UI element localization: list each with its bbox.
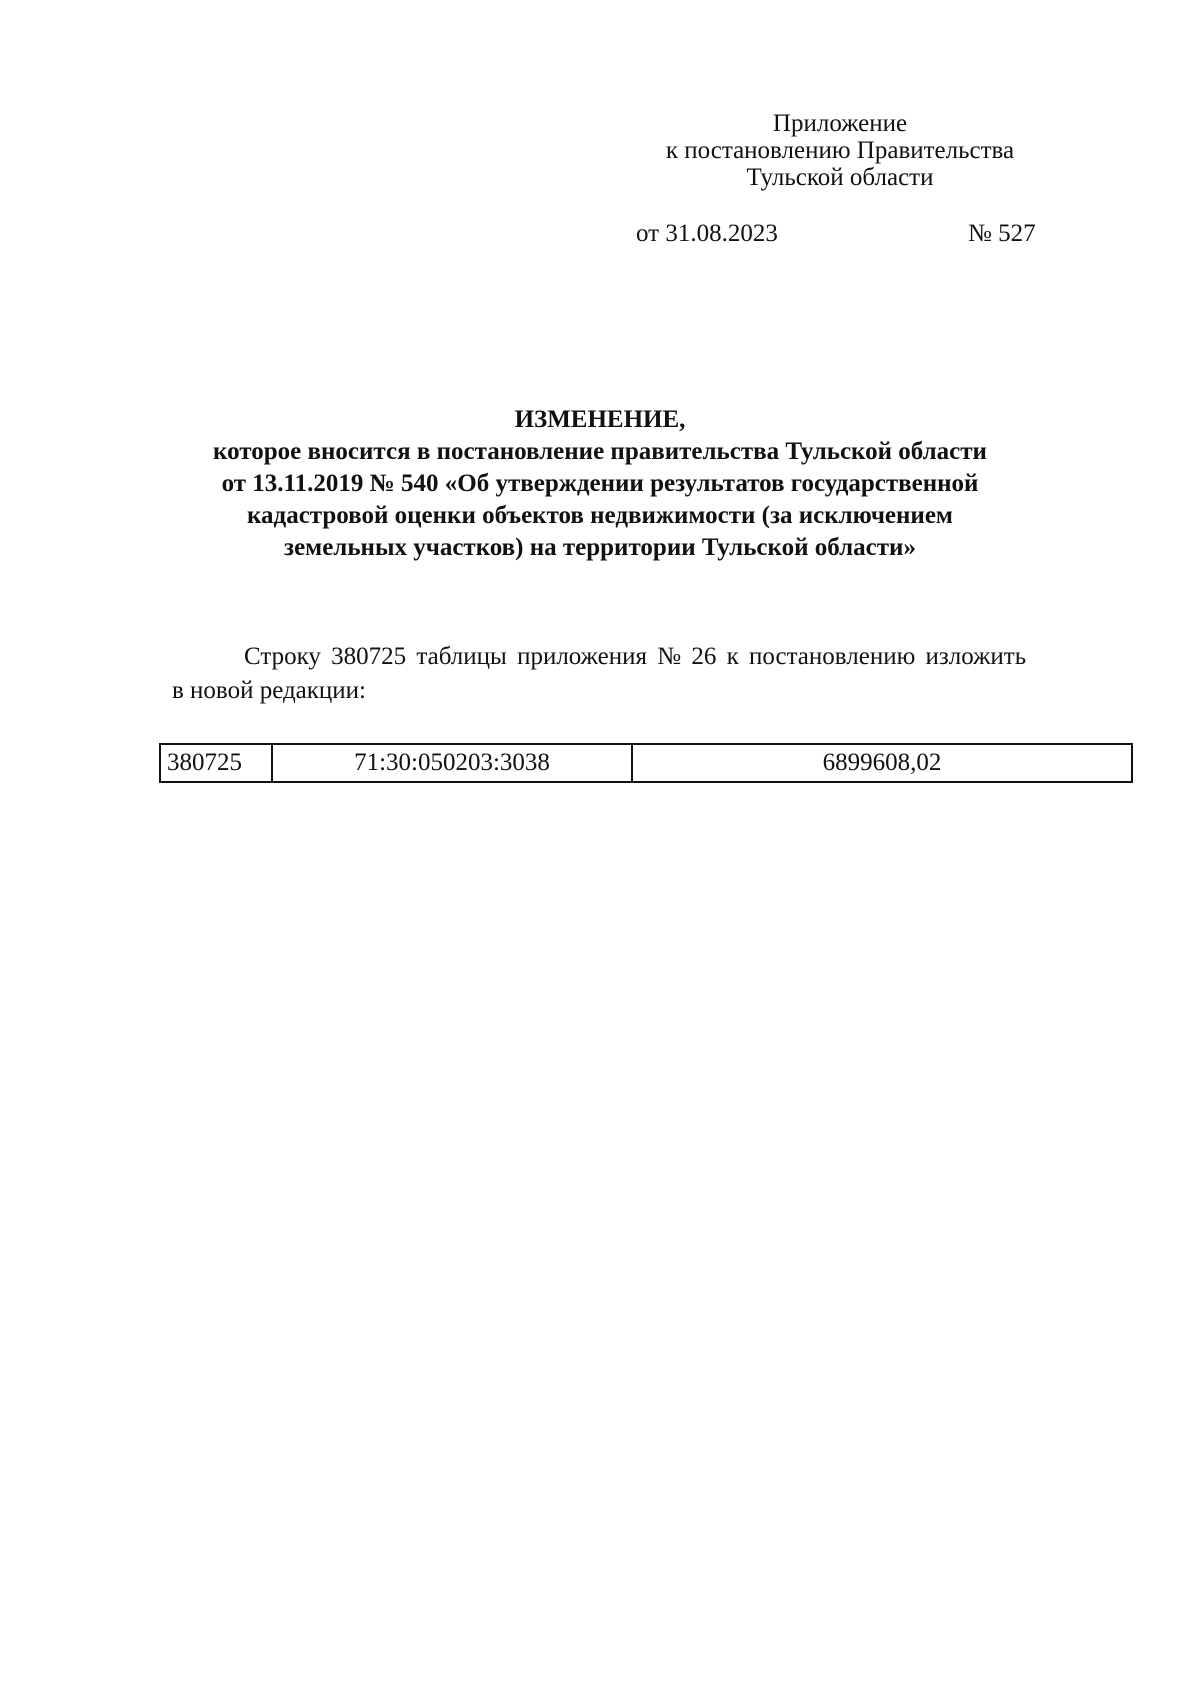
attachment-line-1: Приложение	[772, 110, 908, 137]
document-title	[150, 404, 1050, 564]
table-cell-row-id: 380725	[160, 744, 272, 782]
attachment-line-2: к постановлению Правительства	[665, 137, 1015, 164]
title-line-4: земельных участков) на территории Тульской области»	[284, 534, 916, 561]
body-paragraph	[172, 640, 1122, 708]
resolution-date: от 31.08.2023	[636, 220, 778, 247]
title-line-1: которое вносится в постановление правительства Тульской области	[213, 438, 987, 465]
title-line-3: кадастровой оценки объектов недвижимости (за исключением	[247, 502, 953, 529]
attachment-line-3: Тульской области	[746, 164, 934, 191]
resolution-number: № 527	[968, 220, 1036, 247]
table-row	[160, 744, 1132, 782]
table-cell-cadastral-number: 71:30:050203:3038	[272, 744, 632, 782]
title-line-2: от 13.11.2019 № 540 «Об утверждении результатов государственной	[221, 470, 979, 497]
body-line-2: в новой редакции:	[172, 677, 367, 704]
title-heading: ИЗМЕНЕНИЕ,	[514, 406, 686, 433]
attachment-header	[580, 110, 1100, 191]
table-cell-value: 6899608,02	[632, 744, 1132, 782]
amendment-table	[159, 743, 1133, 783]
body-line-1: Строку 380725 таблицы приложения № 26 к постановлению изложить	[244, 643, 1027, 670]
